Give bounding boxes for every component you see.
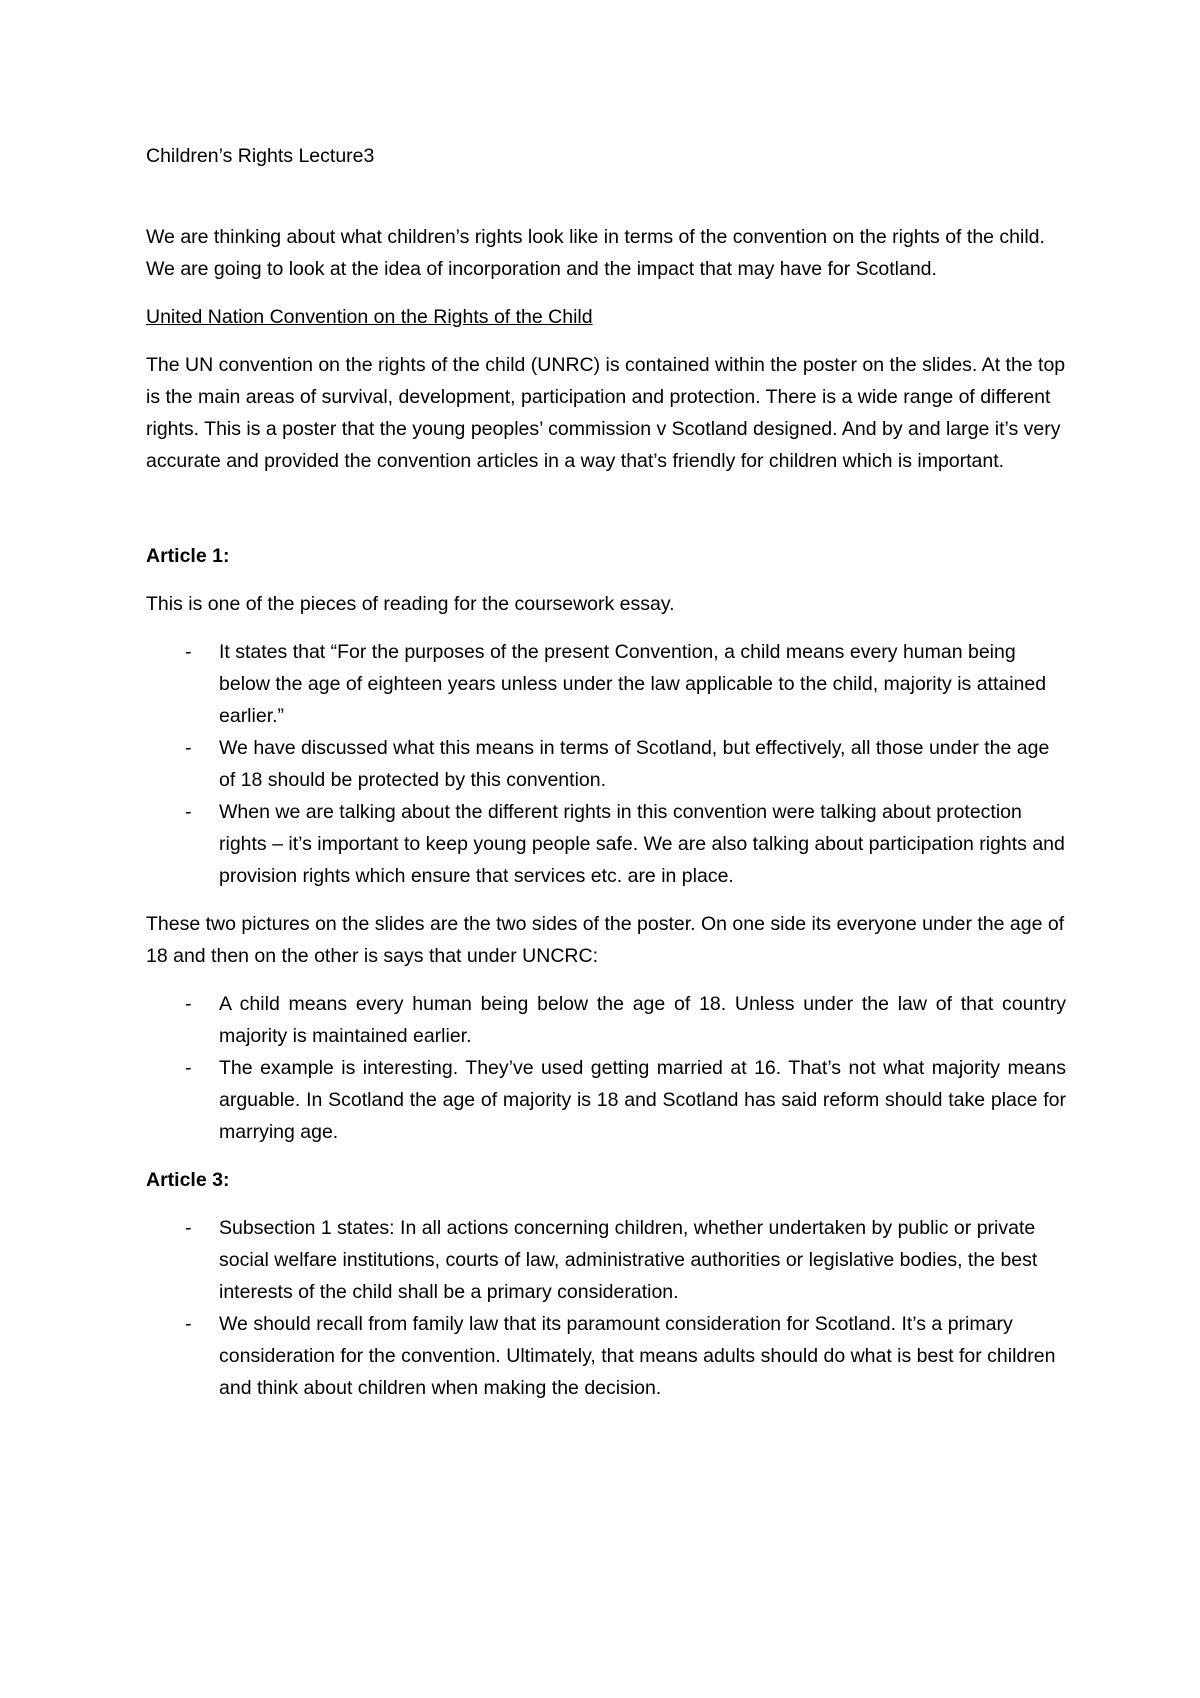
dash-bullet: - xyxy=(185,641,192,663)
article-1-bullet-list-2 xyxy=(146,988,1066,1148)
section-heading: United Nation Convention on the Rights of the Child xyxy=(146,306,593,328)
dash-bullet: - xyxy=(185,801,192,823)
list-item xyxy=(146,796,1066,892)
document-title: Children’s Rights Lecture3 xyxy=(146,145,375,167)
list-item-text: We should recall from family law that its paramount consideration for Scotland. It’s a primary consideration for the convention. Ultimately, that means adults should do what is best for children and think about children when making the decision. xyxy=(219,1313,1056,1399)
list-item-text: A child means every human being below the age of 18. Unless under the law of that country majority is maintained earlier. xyxy=(219,993,1066,1047)
list-item xyxy=(146,1308,1066,1404)
list-item-text: It states that “For the purposes of the present Convention, a child means every human being below the age of eighteen years unless under the law applicable to the child, majority is attained earlier.” xyxy=(219,641,1047,727)
article-3-heading: Article 3: xyxy=(146,1169,230,1191)
dash-bullet: - xyxy=(185,1217,192,1239)
dash-bullet: - xyxy=(185,1313,192,1335)
section-paragraph: The UN convention on the rights of the child (UNRC) is contained within the poster on the slides. At the top is the main areas of survival, development, participation and protection. There is a wide range of different rights. This is a poster that the young peoples’ commission v Scotland designed. And by and large it’s very accurate and provided the convention articles in a way that’s friendly for children which is important. xyxy=(146,354,1066,472)
article-1-bullet-list xyxy=(146,636,1066,892)
list-item-text: The example is interesting. They’ve used getting married at 16. That’s not what majority means arguable. In Scotland the age of majority is 18 and Scotland has said reform should take place for marrying age. xyxy=(219,1057,1066,1143)
list-item-text: When we are talking about the different rights in this convention were talking about protection rights – it’s important to keep young people safe. We are also talking about participation rights and provision rights which ensure that services etc. are in place. xyxy=(219,801,1065,887)
intro-paragraph: We are thinking about what children’s rights look like in terms of the convention on the rights of the child. We are going to look at the idea of incorporation and the impact that may have for Scotland. xyxy=(146,226,1045,280)
list-item xyxy=(146,732,1066,796)
list-item xyxy=(146,988,1066,1052)
article-1-heading: Article 1: xyxy=(146,545,230,567)
list-item-text: Subsection 1 states: In all actions concerning children, whether undertaken by public or private social welfare institutions, courts of law, administrative authorities or legislative bodies, the best interests of the child shall be a primary consideration. xyxy=(219,1217,1038,1303)
article-1-paragraph-2: These two pictures on the slides are the two sides of the poster. On one side its everyone under the age of 18 and then on the other is says that under UNCRC: xyxy=(146,913,1065,967)
article-1-intro: This is one of the pieces of reading for the coursework essay. xyxy=(146,593,675,615)
document-body xyxy=(146,140,1066,1420)
dash-bullet: - xyxy=(185,1057,192,1079)
list-item-text: We have discussed what this means in terms of Scotland, but effectively, all those under the age of 18 should be protected by this convention. xyxy=(219,737,1050,791)
dash-bullet: - xyxy=(185,993,192,1015)
dash-bullet: - xyxy=(185,737,192,759)
article-3-bullet-list xyxy=(146,1212,1066,1404)
list-item xyxy=(146,636,1066,732)
list-item xyxy=(146,1212,1066,1308)
list-item xyxy=(146,1052,1066,1148)
